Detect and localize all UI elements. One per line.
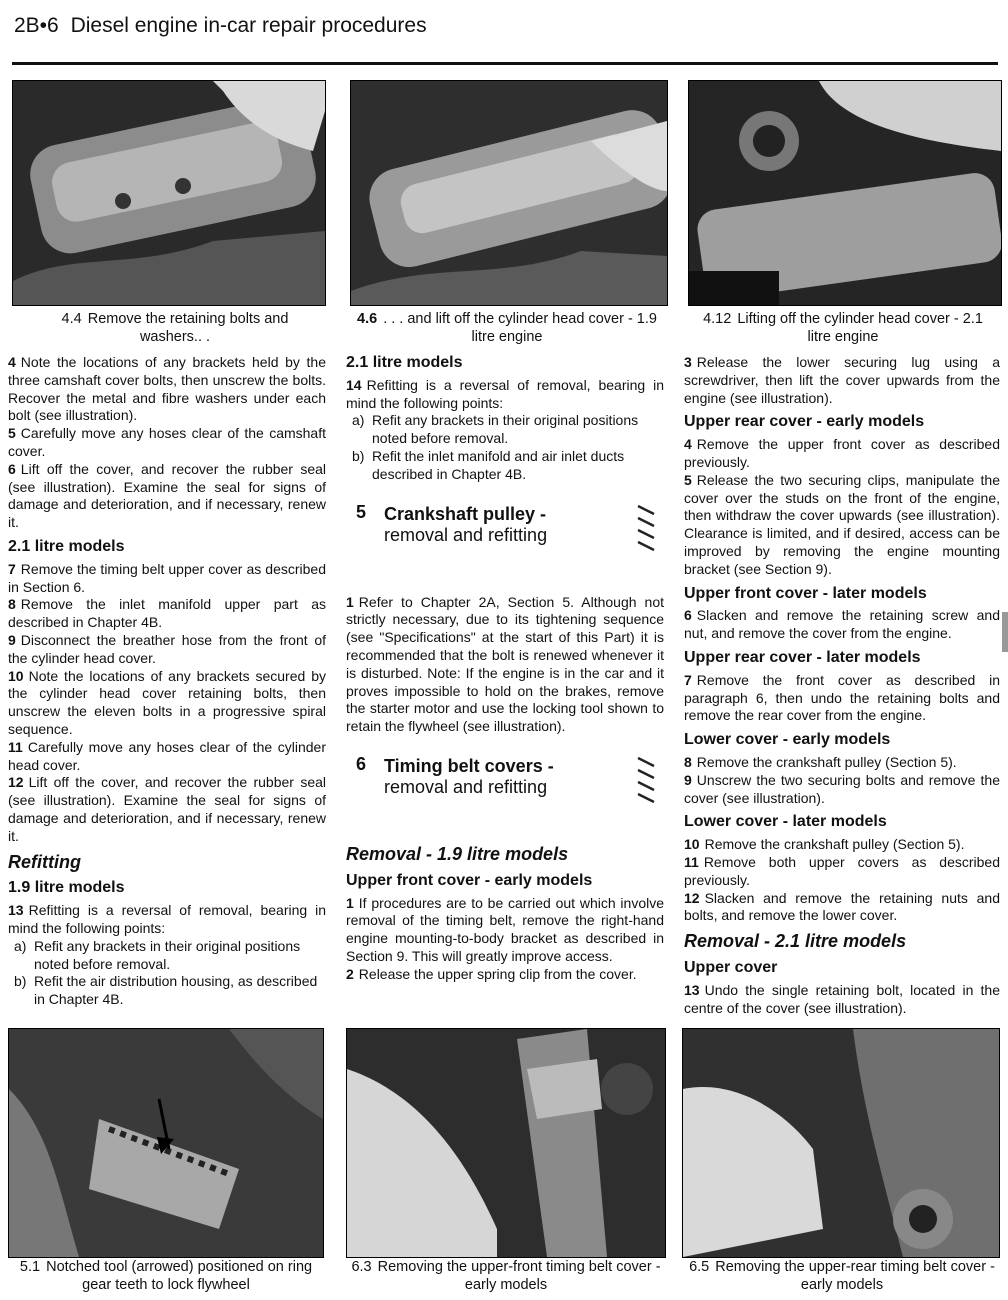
caption-6-5: 6.5 Removing the upper-rear timing belt cover - early models [689,1259,995,1293]
photo-4-6 [350,80,668,306]
heading-lower-early: Lower cover - early models [684,731,891,749]
heading-upper-front-later: Upper front cover - later models [684,584,927,602]
section-6-heading: 6 Timing belt covers - removal and refitting [346,756,664,816]
para-13: 13 Refitting is a reversal of removal, bearing in mind the following points: [8,902,326,936]
list-item-b: b) Refit the air distribution housing, as described in Chapter 4B. [14,973,318,1008]
list-item-a: a) Refit any brackets in their original positions noted before removal. [352,412,639,447]
column-1 [8,354,326,1009]
heading-lower-later: Lower cover - later models [684,813,887,831]
caption-4-6: 4.6 . . . and lift off the cylinder head cover - 1.9 litre engine [357,311,657,345]
para-6: 6 Lift off the cover, and recover the rubber seal (see illustration). Examine the seal for signs of damage and deterioration, and if necessary, renew it. [8,460,326,531]
list-item-b: b) Refit the inlet manifold and air inlet ducts described in Chapter 4B. [352,447,625,482]
para-10: 10 Remove the crankshaft pulley (Section 5). [684,836,965,853]
para-11: 11 Carefully move any hoses clear of the cylinder head cover. [8,738,326,773]
heading-refitting: Refitting [8,851,81,872]
para-3: 3 Release the lower securing lug using a screwdriver, then lift the cover upwards from the engine (see illustration). [684,354,1000,406]
para-8: 8 Remove the inlet manifold upper part as described in Chapter 4B. [8,596,326,631]
para-10: 10 Note the locations of any brackets secured by the cylinder head cover retaining bolts, then unscrew the eleven bolts in a progressive spiral sequence. [8,667,326,737]
para-12: 12 Lift off the cover, and recover the rubber seal (see illustration). Examine the seal for signs of damage and deterioration, and if necessary, renew it. [8,774,326,844]
para-14: 14 Refitting is a reversal of removal, bearing in mind the following points: [346,376,664,411]
para-1: 1 Refer to Chapter 2A, Section 5. Although not strictly necessary, due to its tightening sequence (see "Specifications" at the start of this Part) it is recommended that the bolt is renewed whenever it is disturbed. Note: If the engine is in the car and it proves impossible to hold on the brakes, remove the starter motor and use the locking tool shown to retain the flywheel (see illustration). [346,593,664,735]
para-7: 7 Remove the timing belt upper cover as described in Section 6. [8,560,326,595]
para-5: 5 Carefully move any hoses clear of the camshaft cover. [8,425,326,459]
heading-upper-front-early: Upper front cover - early models [346,871,593,889]
para-13: 13 Undo the single retaining bolt, located in the centre of the cover (see illustration). [684,981,1000,1016]
heading-21-models: 2.1 litre models [8,537,125,555]
photo-4-4 [12,80,326,306]
header-rule [12,62,998,65]
caption-5-1: 5.1 Notched tool (arrowed) positioned on ring gear teeth to lock flywheel [19,1259,313,1293]
heading-removal-21: Removal - 2.1 litre models [684,931,907,952]
para-5: 5 Release the two securing clips, manipulate the cover over the studs on the front of the engine, then withdraw the cover upwards (see illustration). Clearance is limited, and if desired, access can be improved by removing the engine mounting bracket (see Section 9). [684,471,1000,577]
photo-4-12 [688,80,1002,306]
caption-4-12: 4.12 Lifting off the cylinder head cover - 2.1 litre engine [703,311,983,345]
para-9: 9 Disconnect the breather hose from the front of the cylinder head cover. [8,631,326,666]
heading-upper-rear-early: Upper rear cover - early models [684,413,925,431]
para-11: 11 Remove both upper covers as described previously. [684,853,1000,888]
page-code: 2B•6 [14,14,59,37]
para-9: 9 Unscrew the two securing bolts and remove the cover (see illustration). [684,771,1000,806]
list-item-a: a) Refit any brackets in their original positions noted before removal. [14,937,301,972]
caption-4-4: 4.4 Remove the retaining bolts and washers.. . [61,311,289,345]
photo-6-3 [346,1028,666,1258]
para-6: 6 Slacken and remove the retaining screw and nut, and remove the cover from the engine. [684,607,1000,642]
heading-upper-cover: Upper cover [684,958,778,976]
para-8: 8 Remove the crankshaft pulley (Section 5). [684,753,957,770]
para-4: 4 Note the locations of any brackets held by the three camshaft cover bolts, then unscrew the bolts. Recover the metal and fibre washers under each bolt (see illustration). [8,354,326,424]
photo-6-5 [682,1028,1000,1258]
heading-21-models-refit: 2.1 litre models [346,354,463,371]
para-7: 7 Remove the front cover as described in paragraph 6, then undo the retaining bolts and remove the rear cover from the engine. [684,671,1000,724]
page-edge-tab [1002,612,1008,652]
section-5-heading: 5 Crankshaft pulley - removal and refitting [346,504,664,564]
heading-upper-rear-later: Upper rear cover - later models [684,648,921,666]
column-3 [684,354,1000,1017]
para-2: 2 Release the upper spring clip from the cover. [346,965,637,982]
column-2 [346,354,664,984]
para-12: 12 Slacken and remove the retaining nuts and bolts, and remove the lower cover. [684,889,1000,924]
spanner-difficulty-icon [634,498,660,562]
page-title: Diesel engine in-car repair procedures [70,14,427,37]
heading-removal-19: Removal - 1.9 litre models [346,843,569,864]
caption-6-3: 6.3 Removing the upper-front timing belt cover - early models [351,1259,661,1293]
para-4: 4 Remove the upper front cover as described previously. [684,436,1000,470]
spanner-difficulty-icon [634,750,660,814]
photo-5-1 [8,1028,324,1258]
heading-19-models: 1.9 litre models [8,879,125,897]
para-1: 1 If procedures are to be carried out which involve removal of the timing belt, remove the right-hand engine mounting-to-body bracket as described in Section 9. This will greatly improve access. [346,894,664,964]
page-header [14,14,427,38]
